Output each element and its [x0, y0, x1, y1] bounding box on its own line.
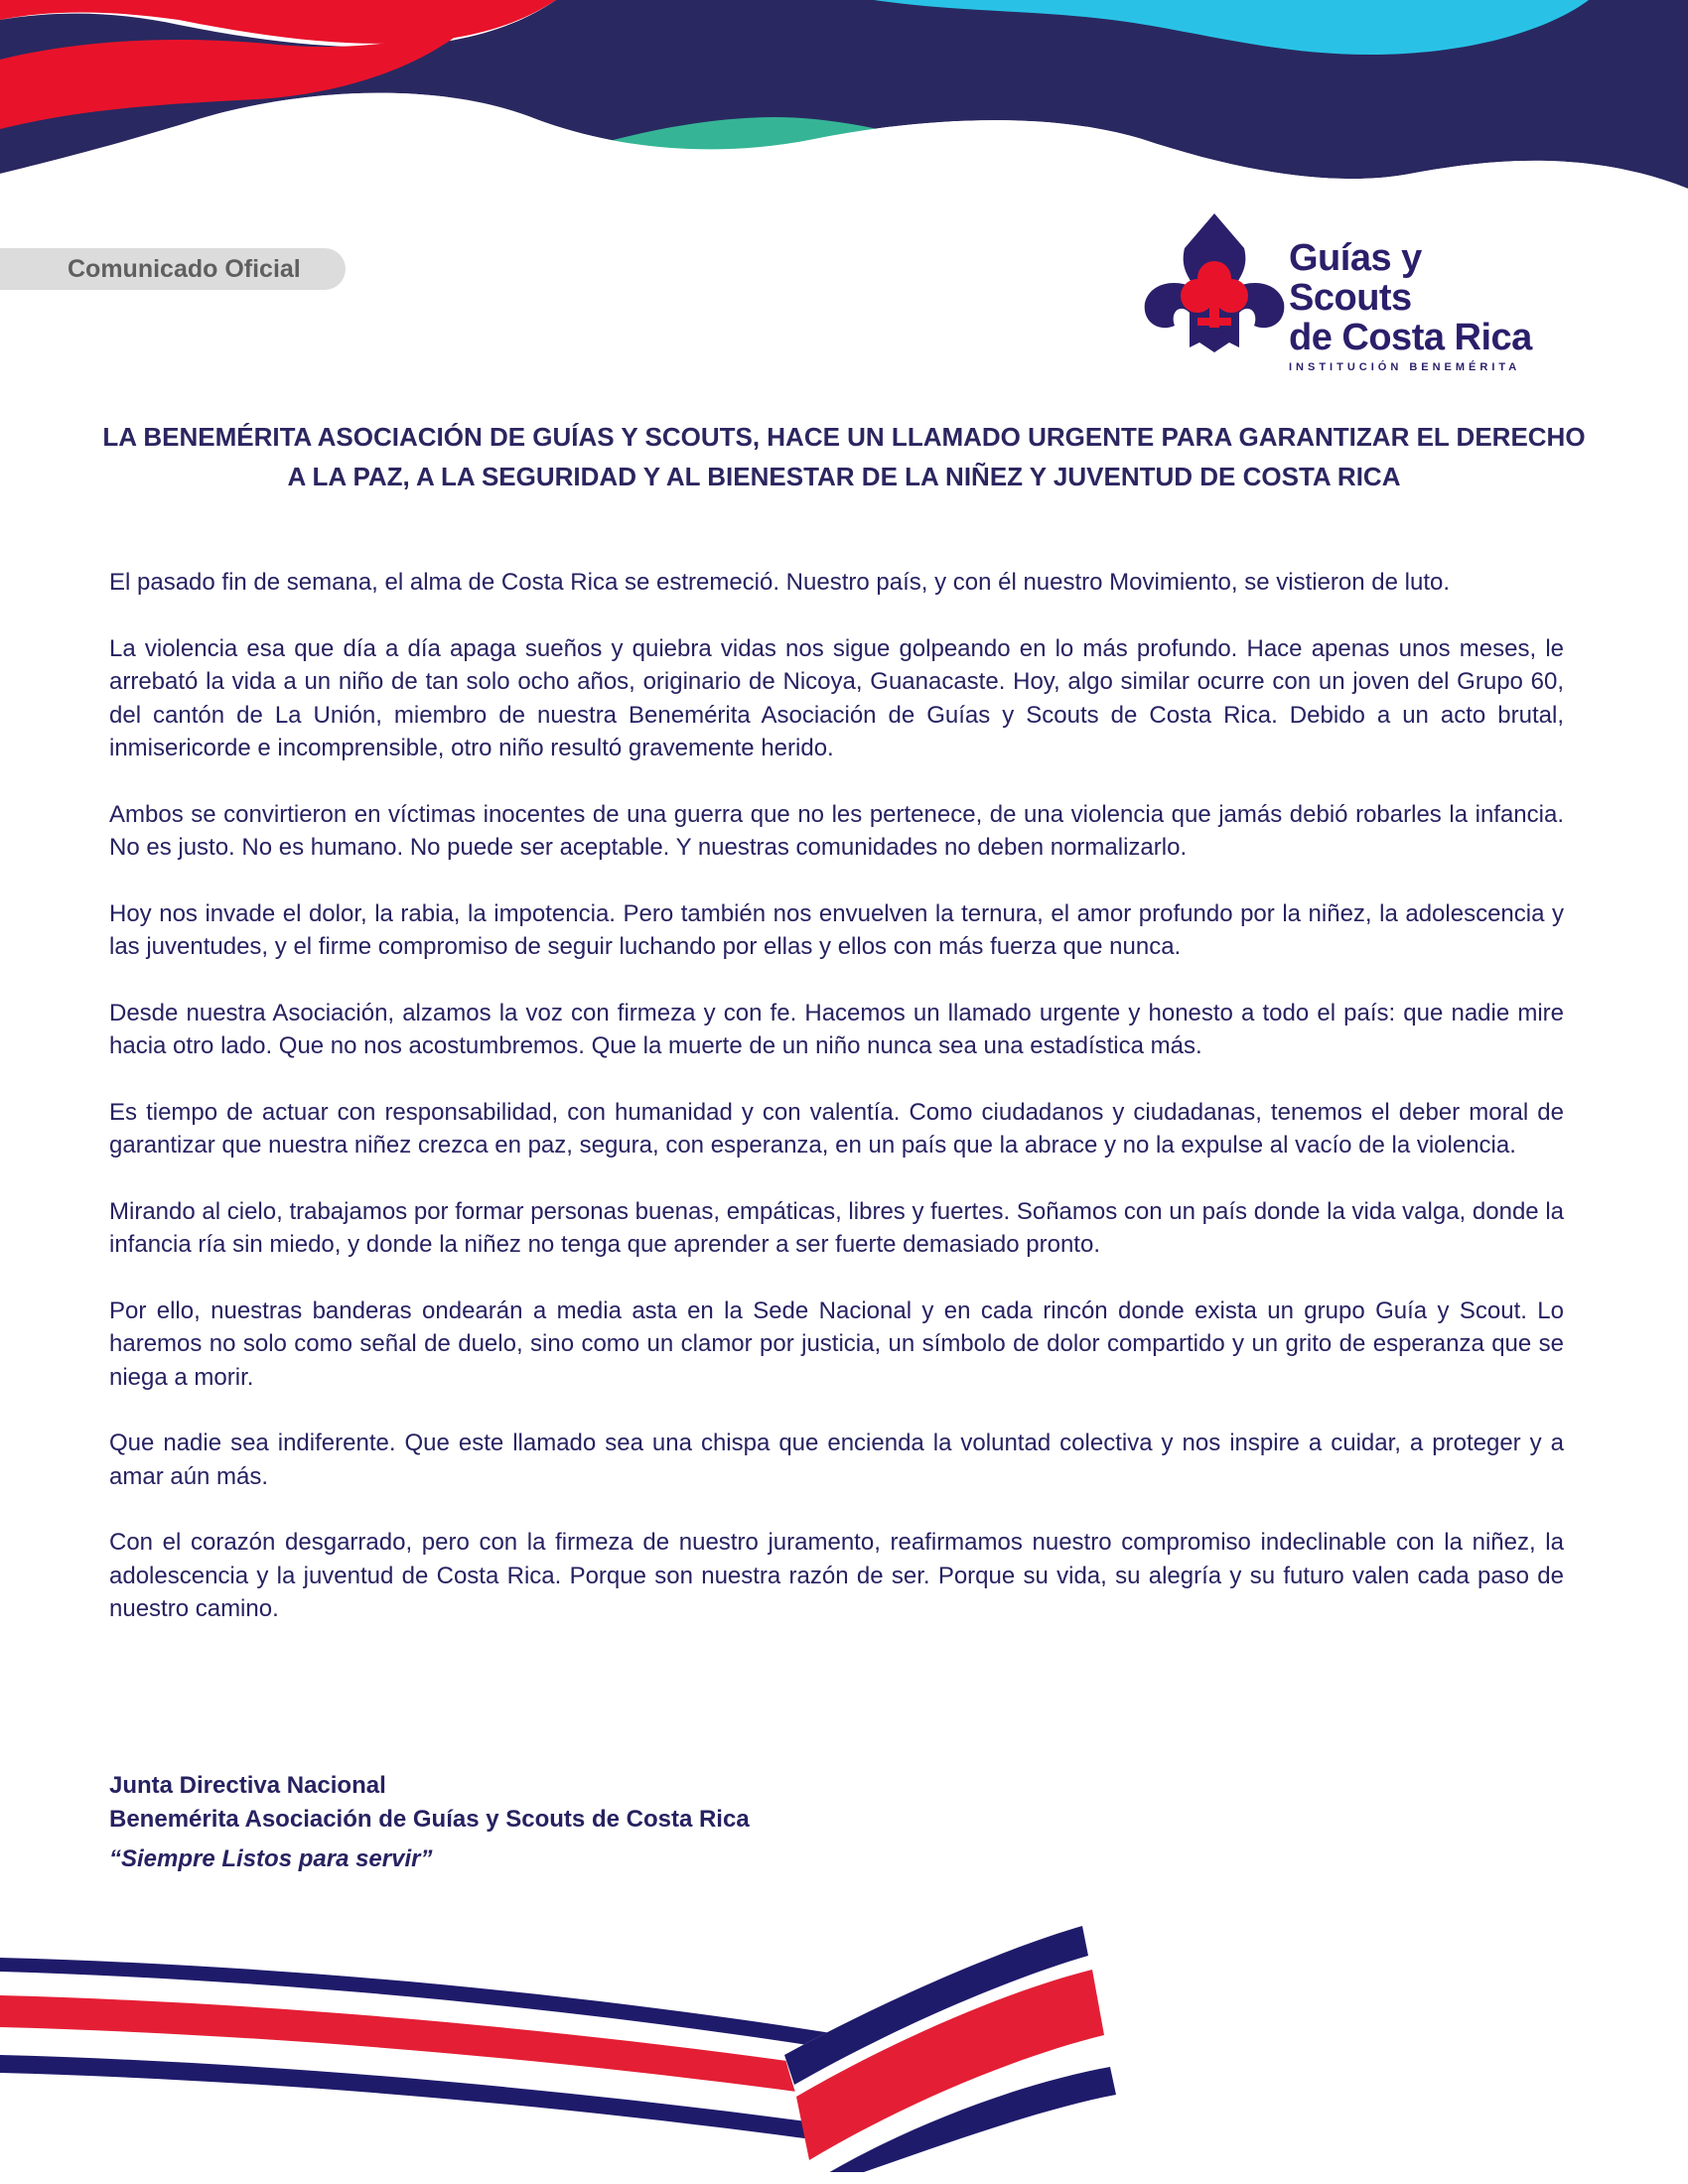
document-type-text: Comunicado Oficial	[68, 255, 301, 283]
body-paragraph: El pasado fin de semana, el alma de Costa Rica se estremeció. Nuestro país, y con él nuestro Movimiento, se vistieron de luto.	[109, 569, 1450, 596]
body-paragraph: Con el corazón desgarrado, pero con la firmeza de nuestro juramento, reafirmamos nuestro compromiso indeclinable con la niñez, la adolescencia y la juventud de Costa Rica. Porque son nuestra razón de ser. Porque su vida, su alegría y su futuro valen cada paso de nuestro camino.	[109, 1529, 1564, 1622]
body-paragraph: Por ello, nuestras banderas ondearán a media asta en la Sede Nacional y en cada rincón donde exista un grupo Guía y Scout. Lo haremos no solo como señal de duelo, sino como un clamor por justicia, un símbolo de dolor compartido y un grito de esperanza que se niega a morir.	[109, 1297, 1564, 1391]
body-paragraph: Mirando al cielo, trabajamos por formar personas buenas, empáticas, libres y fuertes. Soñamos con un país donde la vida valga, donde la infancia ría sin miedo, y donde la niñez no tenga que aprender a ser fuerte demasiado pronto.	[109, 1197, 1564, 1258]
fleur-de-lis-icon	[1140, 208, 1289, 357]
signature-block	[109, 1769, 1102, 1876]
logo-title-line1: Guías y Scouts	[1289, 237, 1422, 319]
body-paragraph: Es tiempo de actuar con responsabilidad, con humanidad y con valentía. Como ciudadanos y ciudadanas, tenemos el deber moral de garantizar que nuestra niñez crezca en paz, segura, con esperanza, en un país que la abrace y no la expulse al vacío de la violencia.	[109, 1098, 1564, 1159]
signature-motto: “Siempre Listos para servir”	[109, 1845, 433, 1872]
communique-body	[109, 566, 1564, 1659]
body-paragraph: Hoy nos invade el dolor, la rabia, la impotencia. Pero también nos envuelven la ternura, el amor profundo por la niñez, la adolescencia y las juventudes, y el firme compromiso de seguir luchando por ellas y ellos con más fuerza que nunca.	[109, 899, 1564, 960]
body-paragraph: La violencia esa que día a día apaga sueños y quiebra vidas nos sigue golpeando en lo más profundo. Hace apenas unos meses, le arrebató la vida a un niño de tan solo ocho años, originario de Nicoya, Guanacaste. Hoy, algo similar ocurre con un joven del Grupo 60, del cantón de La Unión, miembro de nuestra Benemérita Asociación de Guías y Scouts de Costa Rica. Debido a un acto brutal, inmisericorde e incomprensible, otro niño resultó gravemente herido.	[109, 634, 1564, 761]
communique-headline: LA BENEMÉRITA ASOCIACIÓN DE GUÍAS Y SCOUTS, HACE UN LLAMADO URGENTE PARA GARANTIZAR EL DERECHO A LA PAZ, A LA SEGURIDAD Y AL BIENESTAR DE LA NIÑEZ Y JUVENTUD DE COSTA RICA	[102, 422, 1586, 491]
body-paragraph: Que nadie sea indiferente. Que este llamado sea una chispa que encienda la voluntad colectiva y nos inspire a cuidar, a proteger y a amar aún más.	[109, 1430, 1564, 1490]
signature-line2: Benemérita Asociación de Guías y Scouts de Costa Rica	[109, 1806, 750, 1833]
body-paragraph: Ambos se convirtieron en víctimas inocentes de una guerra que no les pertenece, de una violencia que jamás debió robarles la infancia. No es justo. No es humano. No puede ser aceptable. Y nuestras comunidades no deben normalizarlo.	[109, 800, 1564, 861]
organization-logo	[1140, 208, 1537, 373]
logo-subtitle: INSTITUCIÓN BENEMÉRITA	[1289, 361, 1521, 373]
logo-title-line2: de Costa Rica	[1289, 317, 1532, 358]
signature-line1: Junta Directiva Nacional	[109, 1772, 386, 1799]
document-type-label	[0, 248, 346, 290]
body-paragraph: Desde nuestra Asociación, alzamos la voz con firmeza y con fe. Hacemos un llamado urgente y honesto a todo el país: que nadie mire hacia otro lado. Que no nos acostumbremos. Que la muerte de un niño nunca sea una estadística más.	[109, 999, 1564, 1059]
flag-ribbon-decoration	[0, 1886, 1688, 2184]
header-wave-decoration	[0, 0, 1688, 199]
